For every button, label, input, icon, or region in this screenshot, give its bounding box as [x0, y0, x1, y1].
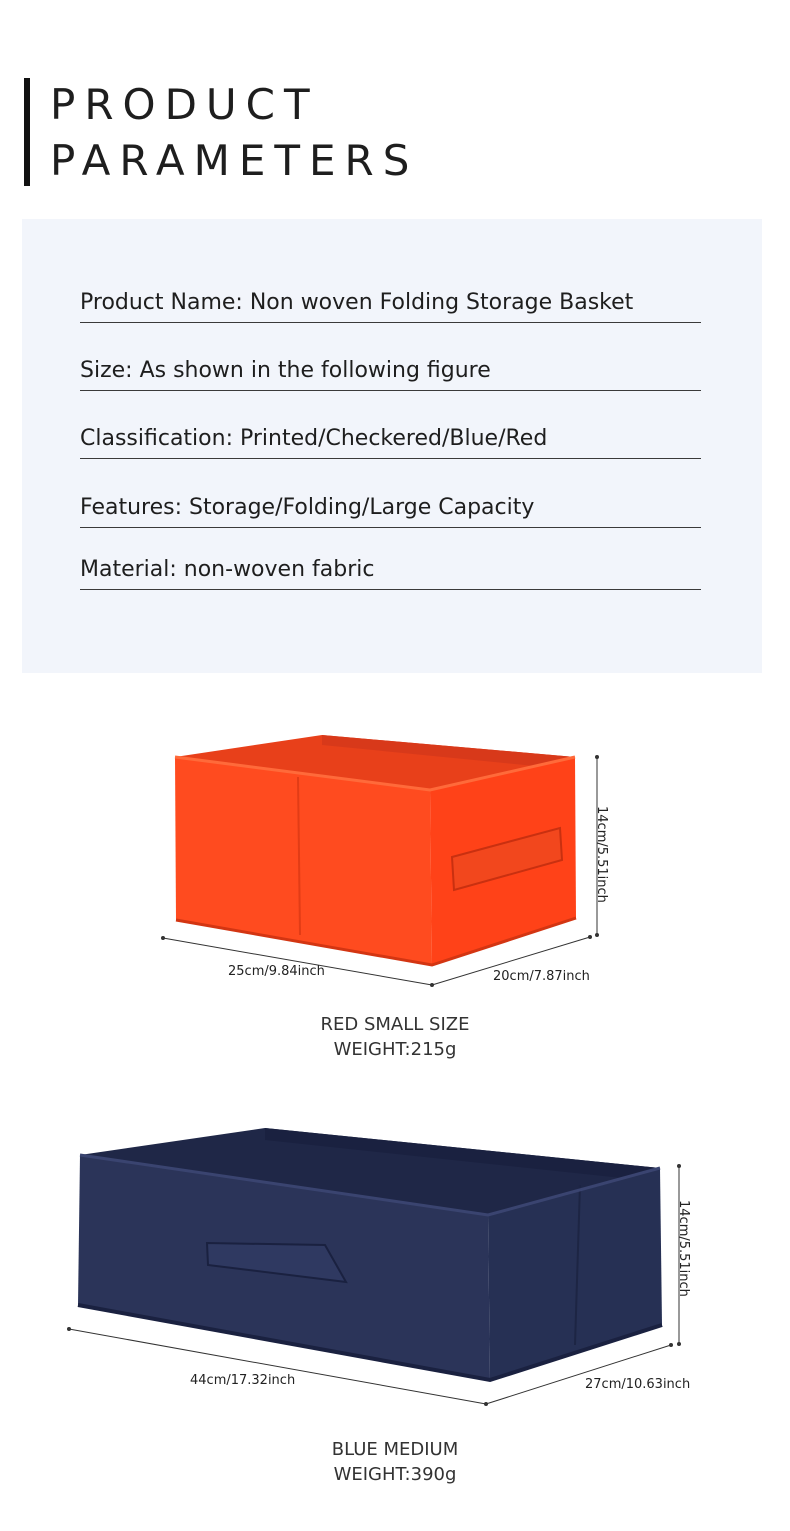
blue-basket-illustration [0, 1110, 790, 1420]
param-features: Features: Storage/Folding/Large Capacity [80, 497, 701, 528]
page-title-line2: PARAMETERS [50, 136, 419, 185]
title-accent-bar [24, 78, 30, 186]
blue-caption [0, 1437, 790, 1487]
red-height-label: 14cm/5.51inch [594, 806, 609, 903]
red-size-label: RED SMALL SIZE [320, 1014, 470, 1035]
blue-width-label: 27cm/10.63inch [585, 1377, 691, 1392]
red-length-label: 25cm/9.84inch [228, 964, 325, 979]
blue-length-label: 44cm/17.32inch [190, 1373, 296, 1388]
red-basket-illustration [0, 720, 790, 1000]
blue-size-label: BLUE MEDIUM [331, 1439, 459, 1460]
param-classification: Classification: Printed/Checkered/Blue/Red [80, 428, 701, 459]
param-product-name: Product Name: Non woven Folding Storage Basket [80, 292, 701, 323]
param-material: Material: non-woven fabric [80, 559, 701, 590]
page-title-line1: PRODUCT [50, 80, 319, 129]
blue-height-label: 14cm/5.51inch [676, 1200, 691, 1297]
red-weight-label: WEIGHT:215g [333, 1039, 457, 1061]
blue-weight-label: WEIGHT:390g [333, 1464, 457, 1486]
param-size: Size: As shown in the following figure [80, 360, 701, 391]
red-caption [0, 1012, 790, 1062]
red-width-label: 20cm/7.87inch [493, 969, 590, 984]
red-basket-front [175, 757, 432, 965]
